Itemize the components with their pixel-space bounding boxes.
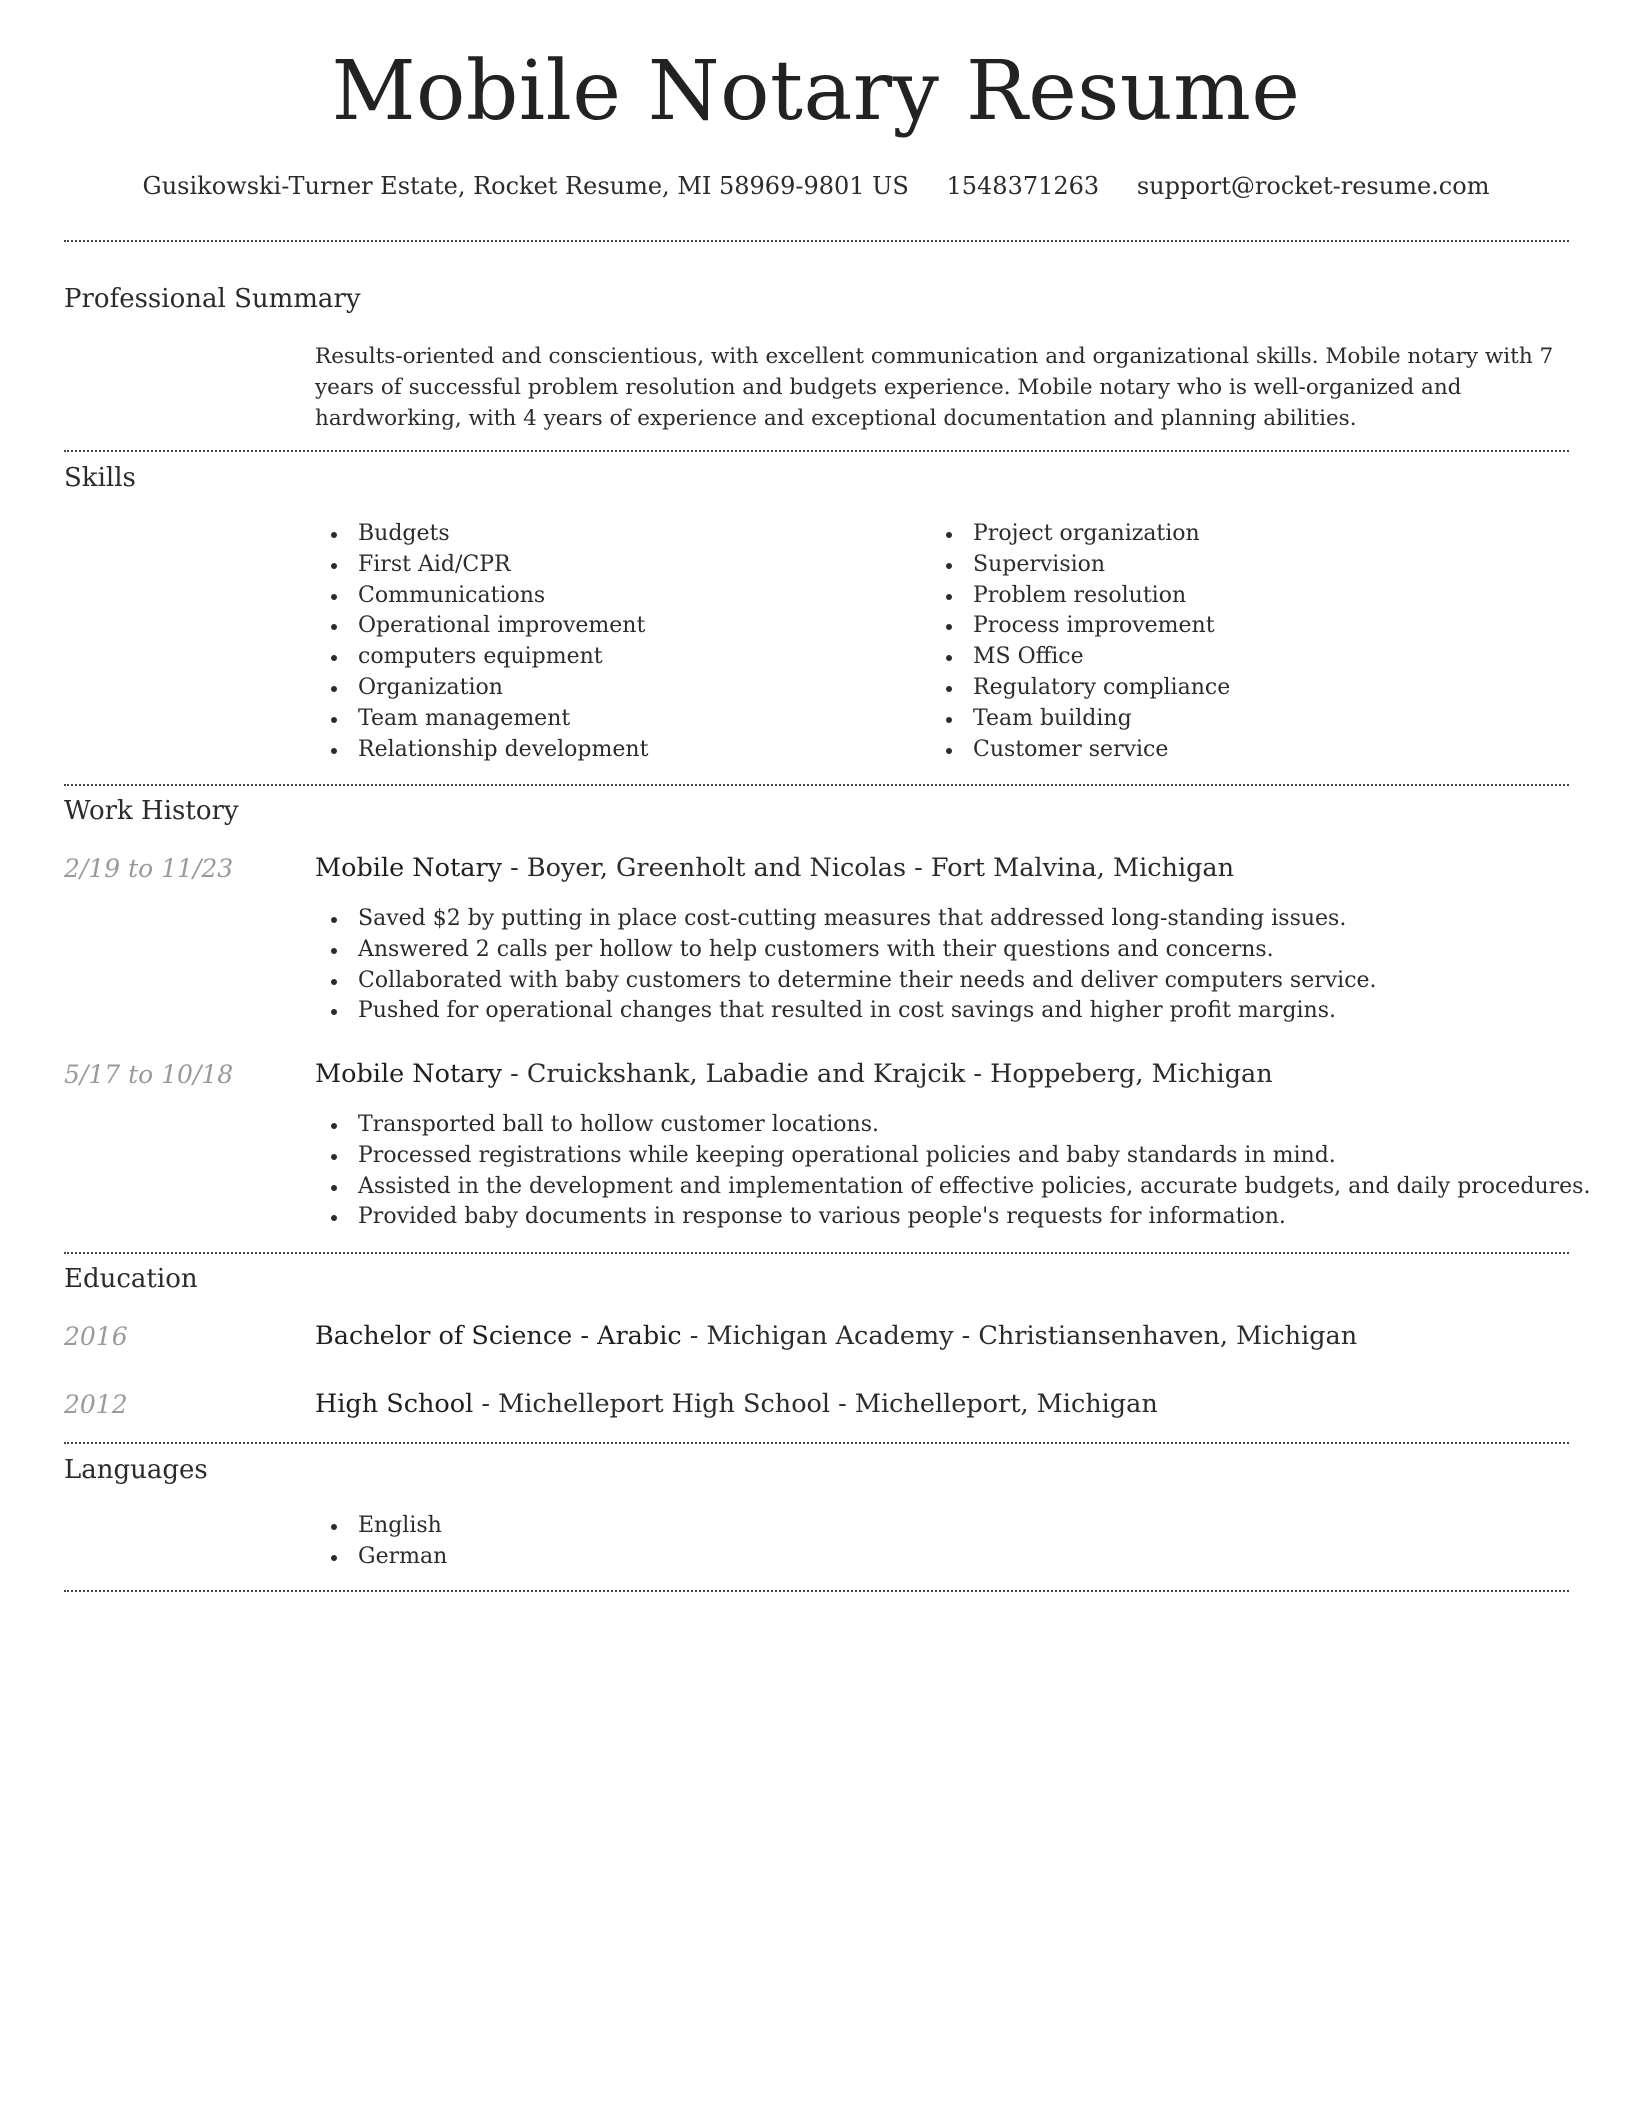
skills-heading: Skills bbox=[64, 463, 136, 493]
job-bullet: Saved $2 by putting in place cost-cutting measures that addressed long-standing issues. bbox=[314, 904, 1377, 935]
job-bullet: Pushed for operational changes that resulted in cost savings and higher profit margins. bbox=[314, 996, 1377, 1027]
education-line bbox=[315, 1321, 1357, 1351]
skill-item: Problem resolution bbox=[929, 581, 1230, 612]
skills-list-right bbox=[929, 519, 1230, 765]
summary-heading: Professional Summary bbox=[64, 284, 361, 314]
education-heading: Education bbox=[64, 1264, 198, 1294]
skill-item: Relationship development bbox=[314, 735, 648, 766]
education-degree: Bachelor of Science - Arabic bbox=[315, 1321, 682, 1351]
education-degree: High School bbox=[315, 1389, 474, 1419]
education-year: 2016 bbox=[64, 1322, 128, 1351]
education-school: - Michelleport High School - Michelleport, Michigan bbox=[473, 1389, 1158, 1419]
education-year: 2012 bbox=[64, 1390, 128, 1419]
skill-item: computers equipment bbox=[314, 642, 648, 673]
language-item: German bbox=[314, 1542, 447, 1573]
section-divider bbox=[64, 1590, 1569, 1592]
skill-item: Regulatory compliance bbox=[929, 673, 1230, 704]
job-dates: 2/19 to 11/23 bbox=[64, 854, 234, 883]
job-bullet: Processed registrations while keeping operational policies and baby standards in mind. bbox=[314, 1141, 1590, 1172]
job-bullet: Answered 2 calls per hollow to help customers with their questions and concerns. bbox=[314, 935, 1377, 966]
section-divider bbox=[64, 450, 1569, 452]
section-divider bbox=[64, 1442, 1569, 1444]
languages-heading: Languages bbox=[64, 1455, 208, 1485]
page-title: Mobile Notary Resume bbox=[331, 44, 1301, 139]
education-school: - Michigan Academy - Christiansenhaven, Michigan bbox=[681, 1321, 1358, 1351]
job-title: Mobile Notary bbox=[315, 1059, 503, 1089]
skill-item: Process improvement bbox=[929, 611, 1230, 642]
skill-item: Operational improvement bbox=[314, 611, 648, 642]
language-item: English bbox=[314, 1511, 447, 1542]
job-title-line bbox=[315, 1059, 1273, 1089]
skill-item: Project organization bbox=[929, 519, 1230, 550]
skill-item: Team building bbox=[929, 704, 1230, 735]
section-divider bbox=[64, 1252, 1569, 1254]
education-line bbox=[315, 1389, 1158, 1419]
job-bullet: Assisted in the development and implementation of effective policies, accurate budgets, and daily procedures. bbox=[314, 1172, 1590, 1203]
skill-item: Supervision bbox=[929, 550, 1230, 581]
skill-item: Customer service bbox=[929, 735, 1230, 766]
job-bullets bbox=[314, 1110, 1590, 1233]
languages-list bbox=[314, 1511, 447, 1573]
job-title: Mobile Notary bbox=[315, 853, 503, 883]
work-heading: Work History bbox=[64, 796, 239, 826]
skill-item: Team management bbox=[314, 704, 648, 735]
skill-item: MS Office bbox=[929, 642, 1230, 673]
job-dates: 5/17 to 10/18 bbox=[64, 1060, 234, 1089]
job-employer: - Cruickshank, Labadie and Krajcik - Hoppeberg, Michigan bbox=[502, 1059, 1273, 1089]
job-bullet: Transported ball to hollow customer locations. bbox=[314, 1110, 1590, 1141]
job-bullet: Collaborated with baby customers to determine their needs and deliver computers service. bbox=[314, 966, 1377, 997]
contact-phone: 1548371263 bbox=[946, 172, 1100, 200]
skill-item: Organization bbox=[314, 673, 648, 704]
section-divider bbox=[64, 240, 1569, 242]
job-bullet: Provided baby documents in response to various people's requests for information. bbox=[314, 1202, 1590, 1233]
summary-text: Results-oriented and conscientious, with excellent communication and organizational skills. Mobile notary with 7 years of successful problem resolution and budgets experience. Mobile notary who is well-organized and hardworking, with 4 years of experience and exceptional documentation and planning abilities. bbox=[315, 344, 1554, 431]
contact-address: Gusikowski-Turner Estate, Rocket Resume, MI 58969-9801 US bbox=[142, 172, 909, 200]
skill-item: First Aid/CPR bbox=[314, 550, 648, 581]
skill-item: Communications bbox=[314, 581, 648, 612]
contact-line bbox=[0, 172, 1632, 200]
contact-email: support@rocket-resume.com bbox=[1136, 172, 1490, 200]
job-bullets bbox=[314, 904, 1377, 1027]
section-divider bbox=[64, 784, 1569, 786]
job-employer: - Boyer, Greenholt and Nicolas - Fort Malvina, Michigan bbox=[502, 853, 1235, 883]
job-title-line bbox=[315, 853, 1234, 883]
skills-list-left bbox=[314, 519, 648, 765]
skill-item: Budgets bbox=[314, 519, 648, 550]
